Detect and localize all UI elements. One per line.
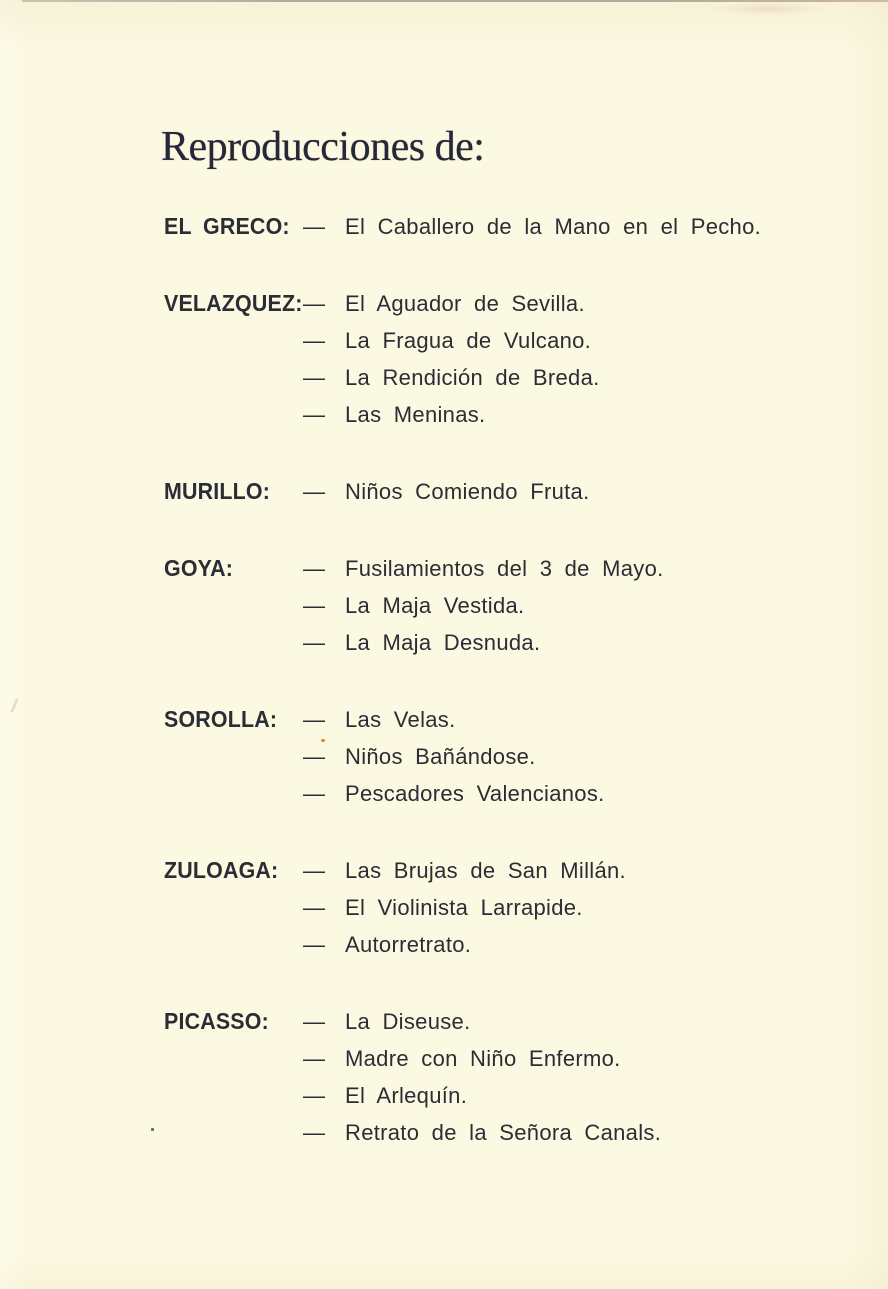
artist-name: SOROLLA: [164, 706, 278, 732]
scan-speck-artifact [321, 739, 325, 742]
work-title: La Rendición de Breda. [345, 365, 600, 390]
work-title: El Violinista Larrapide. [345, 895, 583, 920]
artist-name: PICASSO: [164, 1008, 269, 1034]
em-dash: — [303, 365, 325, 390]
work-item [303, 926, 804, 963]
work-item [303, 1114, 804, 1151]
work-item [303, 1003, 804, 1040]
work-title: La Diseuse. [345, 1009, 471, 1034]
work-title: La Maja Vestida. [345, 593, 525, 618]
em-dash: — [303, 895, 325, 920]
em-dash: — [303, 781, 325, 806]
work-title: Las Velas. [345, 707, 456, 732]
em-dash: — [303, 630, 325, 655]
artist-section [164, 852, 804, 963]
em-dash: — [303, 328, 325, 353]
works-list [303, 852, 804, 963]
work-item [303, 473, 804, 510]
work-title: Pescadores Valencianos. [345, 781, 605, 806]
works-list [303, 1003, 804, 1151]
em-dash: — [303, 858, 325, 883]
artist-section [164, 285, 804, 433]
work-title: La Maja Desnuda. [345, 630, 541, 655]
works-list [303, 550, 804, 661]
work-title: Niños Comiendo Fruta. [345, 479, 590, 504]
works-list [303, 208, 804, 245]
em-dash: — [303, 1083, 325, 1108]
work-item [303, 322, 804, 359]
work-item [303, 359, 804, 396]
em-dash: — [303, 291, 325, 316]
work-title: Las Meninas. [345, 402, 486, 427]
work-item [303, 852, 804, 889]
artist-section [164, 473, 804, 510]
works-list [303, 701, 804, 812]
work-title: Fusilamientos del 3 de Mayo. [345, 556, 664, 581]
page-title: Reproducciones de: [161, 124, 485, 170]
artist-section [164, 701, 804, 812]
work-item [303, 550, 804, 587]
work-title: Niños Bañándose. [345, 744, 536, 769]
scan-corner-tint [708, 2, 828, 16]
em-dash: — [303, 214, 325, 239]
work-title: Madre con Niño Enfermo. [345, 1046, 621, 1071]
artist-catalog [164, 208, 804, 1191]
em-dash: — [303, 593, 325, 618]
artist-name: VELAZQUEZ: [164, 290, 303, 316]
em-dash: — [303, 1120, 325, 1145]
work-title: El Caballero de la Mano en el Pecho. [345, 214, 762, 239]
works-list [303, 285, 804, 433]
scan-dot-artifact [151, 1128, 154, 1131]
work-title: El Aguador de Sevilla. [345, 291, 585, 316]
em-dash: — [303, 479, 325, 504]
artist-name: EL GRECO: [164, 213, 290, 239]
artist-section [164, 550, 804, 661]
work-title: La Fragua de Vulcano. [345, 328, 592, 353]
work-item [303, 587, 804, 624]
artist-name: GOYA: [164, 555, 234, 581]
scan-edge-line [22, 0, 888, 2]
work-title: Retrato de la Señora Canals. [345, 1120, 662, 1145]
work-item [303, 775, 804, 812]
work-item [303, 701, 804, 738]
artist-section [164, 208, 804, 245]
work-item [303, 889, 804, 926]
em-dash: — [303, 932, 325, 957]
artist-name: MURILLO: [164, 478, 271, 504]
em-dash: — [303, 744, 325, 769]
em-dash: — [303, 707, 325, 732]
work-item [303, 208, 804, 245]
work-item [303, 396, 804, 433]
em-dash: — [303, 402, 325, 427]
artist-section [164, 1003, 804, 1151]
work-item [303, 1040, 804, 1077]
work-title: Autorretrato. [345, 932, 472, 957]
em-dash: — [303, 1009, 325, 1034]
scan-scratch-artifact [10, 698, 19, 713]
work-item [303, 1077, 804, 1114]
work-title: Las Brujas de San Millán. [345, 858, 626, 883]
work-item [303, 624, 804, 661]
works-list [303, 473, 804, 510]
artist-name: ZULOAGA: [164, 857, 279, 883]
work-item [303, 738, 804, 775]
em-dash: — [303, 1046, 325, 1071]
work-title: El Arlequín. [345, 1083, 468, 1108]
work-item [303, 285, 804, 322]
em-dash: — [303, 556, 325, 581]
